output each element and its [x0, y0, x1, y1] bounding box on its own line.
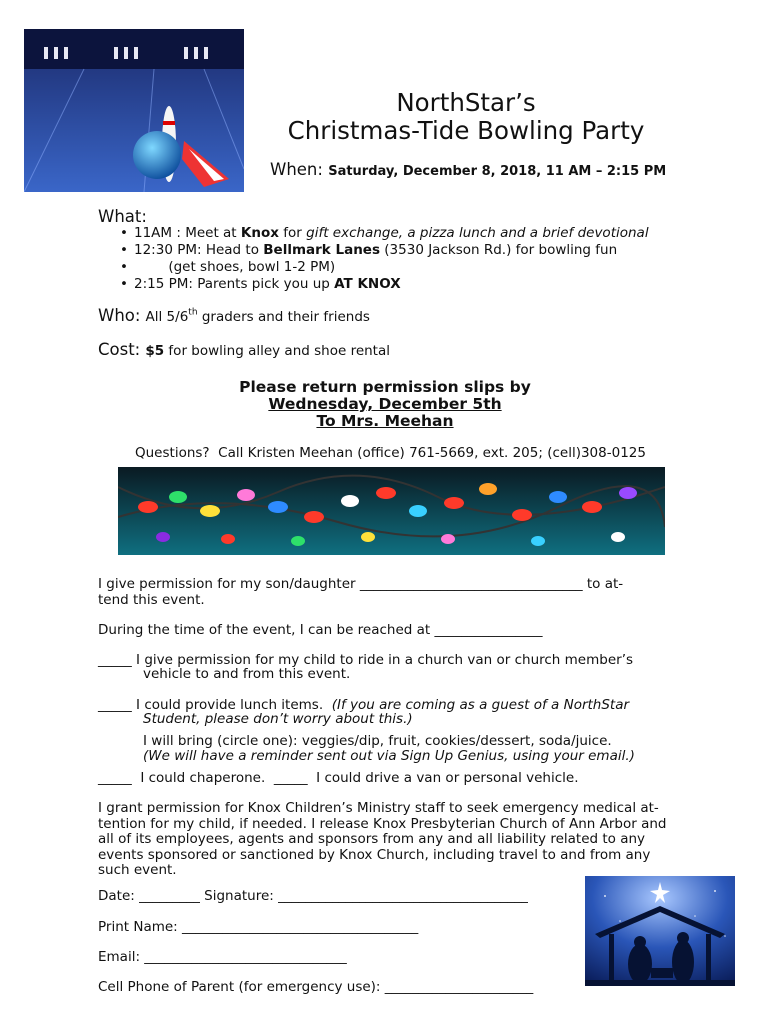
what-label: What:	[98, 207, 147, 226]
when-value: Saturday, December 8, 2018, 11 AM – 2:15 PM	[328, 164, 667, 179]
ride-line-2: vehicle to and from this event.	[143, 666, 351, 682]
who-text: All 5/6	[145, 309, 189, 325]
list-item: • 12:30 PM: Head to Bellmark Lanes (3530 Jackson Rd.) for bowling fun	[120, 242, 618, 258]
lunch-line: _____ I could provide lunch items. (If you are coming as a guest of a NorthStar	[98, 697, 630, 713]
bowling-image	[24, 29, 244, 192]
cost-amount: $5	[145, 343, 165, 359]
bring-line-2: (We will have a reminder sent out via Sign Up Genius, using your email.)	[143, 748, 635, 764]
return-line-3: To Mrs. Meehan	[316, 412, 454, 430]
signature-field[interactable]: _____________________________________	[278, 888, 528, 904]
driver-field[interactable]: _____	[273, 770, 308, 786]
who-line	[98, 306, 370, 325]
who-sup: th	[188, 307, 198, 318]
cost-label: Cost:	[98, 340, 141, 359]
bring-line: I will bring (circle one): veggies/dip, fruit, cookies/dessert, soda/juice.	[143, 733, 612, 749]
when-label: When:	[270, 160, 323, 179]
when-line	[270, 160, 666, 179]
ride-line: _____ I give permission for my child to ride in a church van or church member’s	[98, 652, 634, 668]
chaperone-line: _____ I could chaperone. _____ I could drive a van or personal vehicle.	[98, 770, 579, 786]
permission-line-2: tend this event.	[98, 592, 205, 608]
list-item: • 11AM : Meet at Knox for gift exchange, a pizza lunch and a brief devotional	[120, 225, 649, 241]
lunch-check-field[interactable]: _____	[98, 697, 132, 713]
who-label: Who:	[98, 306, 141, 325]
print-name-line: Print Name: ___________________________________	[98, 919, 419, 935]
who-text-2: graders and their friends	[197, 309, 370, 325]
christmas-lights-image	[118, 467, 665, 555]
list-item: • 2:15 PM: Parents pick you up AT KNOX	[120, 276, 401, 292]
print-name-field[interactable]: ___________________________________	[182, 919, 419, 935]
ride-check-field[interactable]: _____	[98, 652, 132, 668]
cost-line	[98, 340, 390, 359]
date-field[interactable]: _________	[139, 888, 200, 904]
release-paragraph: I grant permission for Knox Children’s Ministry staff to seek emergency medical at- tention for my child, if needed. I release Knox Presbyterian Church of Ann Arbor and all of its employees, agents and sponsors from any and all liability related to any events sponsored or sanctioned by Knox Church, including travel to and from any such event.	[98, 800, 667, 878]
email-line: Email: ______________________________	[98, 949, 347, 965]
list-item: • (get shoes, bowl 1-2 PM)	[120, 259, 336, 275]
return-line-1: Please return permission slips by	[239, 378, 531, 396]
email-field[interactable]: ______________________________	[144, 949, 347, 965]
nativity-image	[585, 876, 735, 986]
return-line-2: Wednesday, December 5th	[268, 395, 502, 413]
title-line-1: NorthStar’s	[396, 88, 536, 117]
what-list	[110, 225, 649, 293]
son-daughter-name-field[interactable]: _________________________________	[359, 576, 583, 592]
permission-line: I give permission for my son/daughter _________________________________ to at-	[98, 576, 624, 592]
title-line-2: Christmas-Tide Bowling Party	[287, 116, 645, 145]
date-signature-line: Date: _________ Signature: _____________________________________	[98, 888, 528, 904]
cost-text: for bowling alley and shoe rental	[164, 343, 391, 359]
lunch-line-2: Student, please don’t worry about this.)	[143, 711, 413, 727]
cell-phone-field[interactable]: ______________________	[384, 979, 534, 995]
chaperone-field[interactable]: _____	[98, 770, 132, 786]
cell-phone-line: Cell Phone of Parent (for emergency use): ______________________	[98, 979, 534, 995]
questions-line: Questions? Call Kristen Meehan (office) 761-5669, ext. 205; (cell)308-0125	[135, 445, 646, 461]
reached-phone-field[interactable]: ________________	[434, 622, 543, 638]
reached-line: During the time of the event, I can be reached at ________________	[98, 622, 543, 638]
